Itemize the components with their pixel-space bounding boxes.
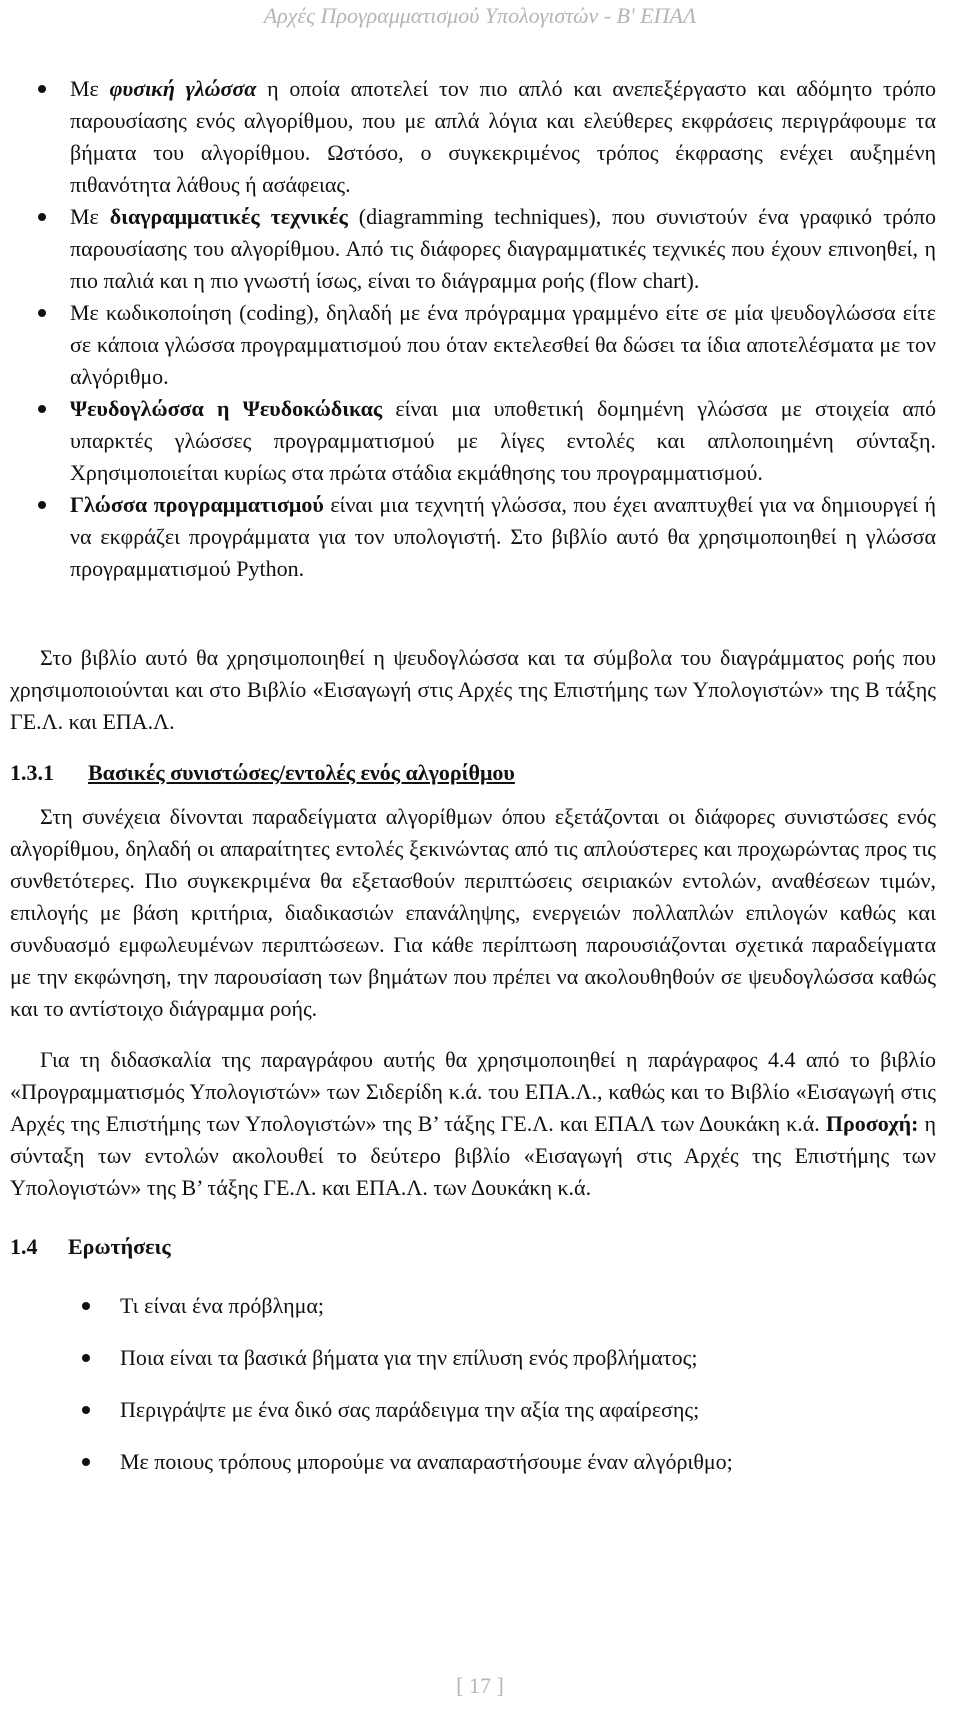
list-item: Τι είναι ένα πρόβλημα;	[82, 1290, 936, 1342]
attention-label: Προσοχή:	[825, 1111, 919, 1136]
section-heading-1-3-1: 1.3.1 Βασικές συνιστώσες/εντολές ενός αλγορίθμου	[10, 760, 515, 785]
running-header: Αρχές Προγραμματισμού Υπολογιστών - Β' ΕΠΑΛ	[263, 3, 697, 28]
list-item: Ποια είναι τα βασικά βήματα για την επίλυση ενός προβλήματος;	[82, 1342, 936, 1394]
term-programming-language: Γλώσσα προγραμματισμού	[70, 492, 324, 517]
term-pseudocode: Ψευδογλώσσα η Ψευδοκώδικας	[70, 396, 383, 421]
list-item: Περιγράψτε με ένα δικό σας παράδειγμα την αξία της αφαίρεσης;	[82, 1394, 936, 1446]
list-item: Γλώσσα προγραμματισμού είναι μια τεχνητή γλώσσα, που έχει αναπτυχθεί για να δημιουργεί ή να εκφράζει προγράμματα για τον υπολογιστή. Στο βιβλίο αυτό θα χρησιμοποιηθεί η γλώσσα προγραμματισμού Python.	[36, 489, 936, 585]
representation-methods-list	[36, 73, 936, 585]
list-item: Με διαγραμματικές τεχνικές (diagramming techniques), που συνιστούν ένα γραφικό τρόπο παρουσίασης του αλγορίθμου. Από τις διάφορες διαγραμματικές τεχνικές που έχουν επινοηθεί, η πιο παλιά και η πιο γνωστή ίσως, είναι το διάγραμμα ροής (flow chart).	[36, 201, 936, 297]
term-diagramming: διαγραμματικές τεχνικές	[109, 204, 348, 229]
paragraph-book-note: Στο βιβλίο αυτό θα χρησιμοποιηθεί η ψευδογλώσσα και τα σύμβολα του διαγράμματος ροής που χρησιμοποιούνται και στο Βιβλίο «Εισαγωγή στις Αρχές της Επιστήμης των Υπολογιστών» της Β τάξης ΓΕ.Λ. και ΕΠΑ.Λ.	[10, 645, 936, 734]
questions-list	[82, 1290, 936, 1498]
page-number: [ 17 ]	[456, 1673, 504, 1698]
list-item: Με ποιους τρόπους μπορούμε να αναπαραστήσουμε έναν αλγόριθμο;	[82, 1446, 936, 1498]
list-item: Με κωδικοποίηση (coding), δηλαδή με ένα πρόγραμμα γραμμένο είτε σε μία ψευδογλώσσα είτε σε κάποια γλώσσα προγραμματισμού που όταν εκτελεσθεί θα δώσει τα ίδια αποτελέσματα με τον αλγόριθμο.	[36, 297, 936, 393]
list-item: Με φυσική γλώσσα η οποία αποτελεί τον πιο απλό και ανεπεξέργαστο και αδόμητο τρόπο παρουσίασης ενός αλγορίθμου, που με απλά λόγια και ελεύθερες εκφράσεις περιγράφουμε τα βήματα του αλγορίθμου. Ωστόσο, ο συγκεκριμένος τρόπος έκφρασης ενέχει αυξημένη πιθανότητα λάθους ή ασάφειας.	[36, 73, 936, 201]
term-natural-language: φυσική γλώσσα	[109, 76, 257, 101]
list-item: Ψευδογλώσσα η Ψευδοκώδικας είναι μια υποθετική δομημένη γλώσσα με στοιχεία από υπαρκτές γλώσσες προγραμματισμού με λίγες εντολές και απλοποιημένη σύνταξη. Χρησιμοποιείται κυρίως στα πρώτα στάδια εκμάθησης του προγραμματισμού.	[36, 393, 936, 489]
paragraph-teaching: Για τη διδασκαλία της παραγράφου αυτής θα χρησιμοποιηθεί η παράγραφος 4.4 από το βιβλίο «Προγραμματισμός Υπολογιστών» των Σιδερίδη κ.ά. του ΕΠΑ.Λ., καθώς και το Βιβλίο «Εισαγωγή στις Αρχές της Επιστήμης των Υπολογιστών» της Β’ τάξης ΓΕ.Λ. και ΕΠΑΛ των Δουκάκη κ.ά. Προσοχή: η σύνταξη των εντολών ακολουθεί το δεύτερο βιβλίο «Εισαγωγή στις Αρχές της Επιστήμης των Υπολογιστών» της Β’ τάξης ΓΕ.Λ. και ΕΠΑ.Λ. των Δουκάκη κ.ά.	[10, 1047, 937, 1200]
paragraph-examples: Στη συνέχεια δίνονται παραδείγματα αλγορίθμων όπου εξετάζονται οι διάφορες συνιστώσες ενός αλγορίθμου, δηλαδή οι απαραίτητες εντολές ξεκινώντας από τις απλούστερες και προχωρώντας προς τις συνθετότερες. Πιο συγκεκριμένα θα εξετασθούν περιπτώσεις σειριακών εντολών, αναθέσεων τιμών, επιλογής με βάση κριτήρια, διαδικασιών επανάληψης, ενεργειών πολλαπλών επιλογών καθώς και συνδυασμό εμφωλευμένων περιπτώσεων. Για κάθε περίπτωση παρουσιάζονται σχετικά παραδείγματα με την εκφώνηση, την παρουσίαση των βημάτων που πρέπει να ακολουθηθούν σε ψευδογλώσσα καθώς και το αντίστοιχο διάγραμμα ροής.	[10, 804, 936, 1021]
section-heading-1-4: 1.4 Ερωτήσεις	[10, 1234, 171, 1259]
